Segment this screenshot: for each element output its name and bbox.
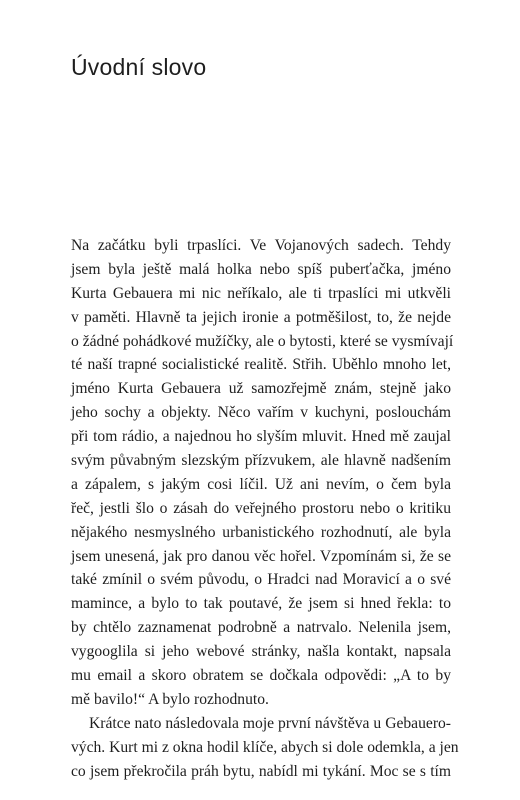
text-line: o žádné pohádkové mužíčky, ale o bytosti, které se vysmívají bbox=[71, 332, 454, 350]
text-line: mě bavilo!“ A bylo rozhodnuto. bbox=[71, 690, 269, 708]
page-heading: Úvodní slovo bbox=[71, 54, 207, 80]
text-line: a zápalem, s jakým cosi líčil. Už ani nevím, o čem byla bbox=[71, 475, 451, 493]
text-line: té naší trapné socialistické realitě. Střih. Uběhlo mnoho let, bbox=[71, 356, 451, 374]
paragraph bbox=[71, 712, 459, 784]
text-line: řeč, jestli šlo o zásah do veřejného prostoru nebo o kritiku bbox=[71, 499, 451, 517]
text-line: nějakého nesmyslného urbanistického rozhodnutí, ale byla bbox=[71, 523, 451, 541]
text-line: mamince, a bylo to tak poutavé, že jsem si hned řekla: to bbox=[71, 595, 451, 613]
text-line: mu email a skoro obratem se dočkala odpovědi: „A to by bbox=[71, 667, 451, 685]
text-line: co jsem překročila práh bytu, nabídl mi tykání. Moc se s tím bbox=[71, 762, 451, 780]
text-line: vygooglila si jeho webové stránky, našla kontakt, napsala bbox=[71, 643, 451, 661]
text-line: v paměti. Hlavně ta jejich ironie a potměšilost, to, že nejde bbox=[71, 308, 451, 326]
text-line: Kurta Gebauera mi nic neříkalo, ale ti trpaslíci mi utkvěli bbox=[71, 284, 451, 302]
text-line: svým půvabným slezským přízvukem, ale hlavně nadšením bbox=[71, 452, 451, 470]
text-line: vých. Kurt mi z okna hodil klíče, abych si dole odemkla, a jen bbox=[71, 738, 459, 756]
paragraph bbox=[71, 234, 454, 712]
text-line: Na začátku byli trpaslíci. Ve Vojanových sadech. Tehdy bbox=[71, 237, 451, 254]
text-line: Krátce nato následovala moje první návštěva u Gebauero- bbox=[89, 714, 451, 732]
text-line: jméno Kurta Gebauera už samozřejmě znám, stejně jako bbox=[71, 380, 451, 398]
text-line: jsem byla ještě malá holka nebo spíš puberťačka, jméno bbox=[71, 260, 451, 278]
body-text bbox=[71, 234, 459, 783]
text-line: při tom rádio, a najednou ho slyším mluvit. Hned mě zaujal bbox=[71, 428, 451, 446]
text-line: jsem unesená, jak pro danou věc hořel. Vzpomínám si, že se bbox=[71, 547, 451, 565]
text-line: také zmínil o svém původu, o Hradci nad Moravicí a o své bbox=[71, 571, 451, 589]
text-line: by chtělo zaznamenat podrobně a natrvalo. Nelenila jsem, bbox=[71, 619, 451, 637]
text-line: jeho sochy a objekty. Něco vařím v kuchyni, poslouchám bbox=[71, 404, 451, 422]
